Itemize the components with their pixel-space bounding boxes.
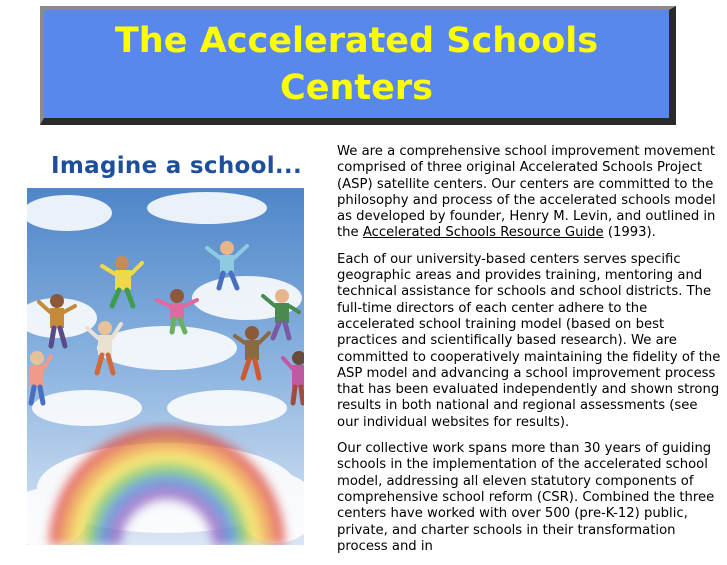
- paragraph-history: Our collective work spans more than 30 years of guiding schools in the implementation of the accelerated school model, addressing all eleven statutory components of comprehensive school reform (CSR). Combined the three centers have worked with over 500 (pre-K-12) public, private, and charter schools in their transformation process and in: [337, 441, 715, 554]
- header-banner: [40, 6, 676, 125]
- page-title: The Accelerated Schools Centers: [114, 21, 599, 108]
- imagine-a-school-illustration: [10, 146, 320, 545]
- sky-rainbow-kids-image: [27, 188, 304, 545]
- illustration-caption: Imagine a school...: [51, 153, 302, 179]
- resource-guide-link[interactable]: Accelerated Schools Resource Guide: [362, 225, 604, 241]
- paragraph-mission: We are a comprehensive school improvement movement comprised of three original Accelerated Schools Project (ASP) satellite centers. Our centers are committed to the philosophy and process of the accelerated schools model as developed by founder, Henry M. Levin, and outlined in the Accelerated Schools Resource Guide (1993).: [337, 144, 716, 241]
- intro-text: [337, 144, 721, 565]
- paragraph-centers: Each of our university-based centers serves specific geographic areas and provides training, mentoring and technical assistance for schools and school districts. The full-time directors of each center adhere to the accelerated school training model (based on best practices and scientifically based research). We are committed to cooperatively maintaining the fidelity of the ASP model and advancing a school improvement process that has been evaluated independently and shown strong results in both national and regional assessments (see our individual websites for results).: [337, 251, 721, 430]
